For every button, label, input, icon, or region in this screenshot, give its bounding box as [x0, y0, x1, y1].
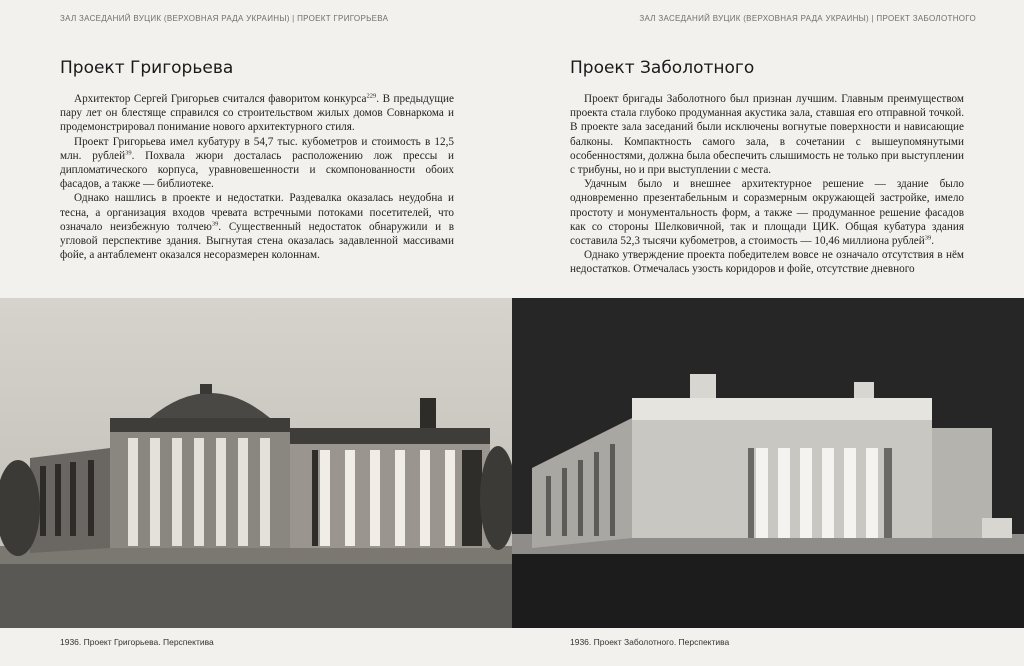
- footnote-ref[interactable]: 39: [924, 234, 932, 242]
- building-photo-grigoriev: [0, 298, 512, 628]
- body-text: [60, 92, 454, 262]
- footnote-ref[interactable]: 229: [366, 92, 377, 100]
- paragraph: Удачным было и внешнее архитектурное решение — здание было одновременно презентабельным и соразмерным окружающей застройке, имело простоту и монументальность форм, а также — продуманное решение фасадов как со стороны Шелковичной, так и площади ЦИК. Общая кубатура здания составила 52,3 тысячи кубометров, а стоимость — 10,46 миллиона рублей$^{39}$.: [570, 178, 964, 248]
- photo-caption: 1936. Проект Григорьева. Перспектива: [60, 637, 214, 647]
- paragraph: Архитектор Сергей Григорьев считался фаворитом конкурса$^{229}$. В предыдущие пару лет он блестяще справился со строительством жилых домов Совнаркома и продемонстрировал понимание нового архитектурного стиля.: [60, 92, 454, 134]
- paragraph: Однако утверждение проекта победителем вовсе не означало отсутствия в нём недостатков. Отмечалась узость коридоров и фойе, отсутствие дневного: [570, 249, 964, 276]
- photo-caption: 1936. Проект Заболотного. Перспектива: [570, 637, 730, 647]
- paragraph: Проект Григорьева имел кубатуру в 54,7 тыс. кубометров и стоимость в 12,5 млн. рублей$^{39}$. Похвала жюри досталась расположению лож прессы и дипломатического корпуса, уравновешенности и скомпонованности обоих фасадов, а также — библиотеке.: [60, 135, 454, 191]
- paragraph: Однако нашлись в проекте и недостатки. Раздевалка оказалась неудобна и тесна, а организация входов чревата встречными потоками посетителей, что означало неизбежную толчею$^{39}$. Существенный недостаток обнаружили и в угловой перспективе здания. Выгнутая стена оказалась задавленной массивами фойе, а антаблемент оказался несоразмерен колоннам.: [60, 192, 454, 262]
- body-text: [570, 92, 964, 277]
- building-photo-zabolotny: [512, 298, 1024, 628]
- section-title: Проект Григорьева: [60, 58, 234, 78]
- paragraph: Проект бригады Заболотного был признан лучшим. Главным преимуществом проекта стала глубоко продуманная акустика зала, ставшая его отправной точкой. В проекте зала заседаний были исключены вогнутые поверхности и нависающие балконы. Компактность самого зала, в сочетании с вышеупомянутыми особенностями, должна была обеспечить слышимость не только при выступлении с трибуны, но и при выступлении с места.: [570, 93, 964, 177]
- footnote-ref[interactable]: 39: [211, 220, 219, 228]
- right-page: [512, 0, 1024, 666]
- footnote-ref[interactable]: 39: [125, 149, 132, 157]
- section-title: Проект Заболотного: [570, 58, 755, 78]
- running-head: ЗАЛ ЗАСЕДАНИЙ ВУЦИК (ВЕРХОВНАЯ РАДА УКРАИНЫ) | ПРОЕКТ ЗАБОЛОТНОГО: [639, 14, 976, 23]
- running-head: ЗАЛ ЗАСЕДАНИЙ ВУЦИК (ВЕРХОВНАЯ РАДА УКРАИНЫ) | ПРОЕКТ ГРИГОРЬЕВА: [60, 14, 389, 23]
